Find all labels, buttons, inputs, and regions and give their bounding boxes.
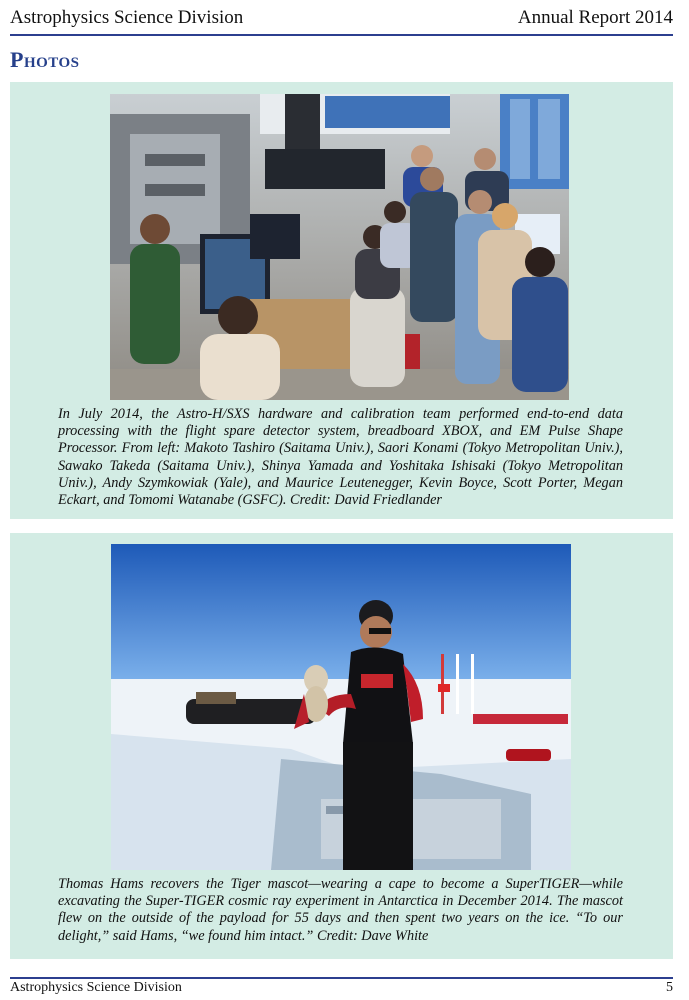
page-number: 5 (666, 980, 673, 995)
header-rule (10, 34, 673, 36)
header-report-title: Annual Report 2014 (517, 7, 673, 28)
page-footer (10, 980, 673, 996)
lab-team-photo (110, 94, 569, 400)
header-division: Astrophysics Science Division (10, 7, 244, 28)
photo-panel-antarctica (10, 533, 673, 959)
footer-division: Astrophysics Science Division (10, 980, 182, 995)
lab-team-caption: In July 2014, the Astro-H/SXS hardware and calibration team performed end-to-end data processing with the flight spare detector system, breadboard XBOX, and EM Pulse Shape Processor. From left: Makoto Tashiro (Saitama Univ.), Saori Konami (Tokyo Metropolitan Univ.), Sawako Takeda (Saitama Univ.), Shinya Yamada and Yoshitaka Ishisaki (Tokyo Metropolitan Univ.), Andy Szymkowiak (Yale), and Maurice Leutenegger, Kevin Boyce, Scott Porter, Megan Eckart, and Tomomi Watanabe (GSFC). Credit: David Friedlander (58, 406, 623, 509)
page-header (10, 4, 673, 32)
footer-rule (10, 977, 673, 979)
antarctica-photo-illustration (111, 544, 571, 870)
antarctica-caption: Thomas Hams recovers the Tiger mascot—wearing a cape to become a SuperTIGER—while excavating the Super-TIGER cosmic ray experiment in Antarctica in December 2014. The mascot flew on the outside of the payload for 55 days and then spent two years on the ice. “To our delight,” said Hams, “we found him intact.” Credit: Dave White (58, 876, 623, 944)
lab-team-photo-illustration (110, 94, 569, 400)
section-title: Photos (10, 47, 80, 72)
antarctica-photo (111, 544, 571, 870)
photo-panel-lab-team (10, 82, 673, 519)
